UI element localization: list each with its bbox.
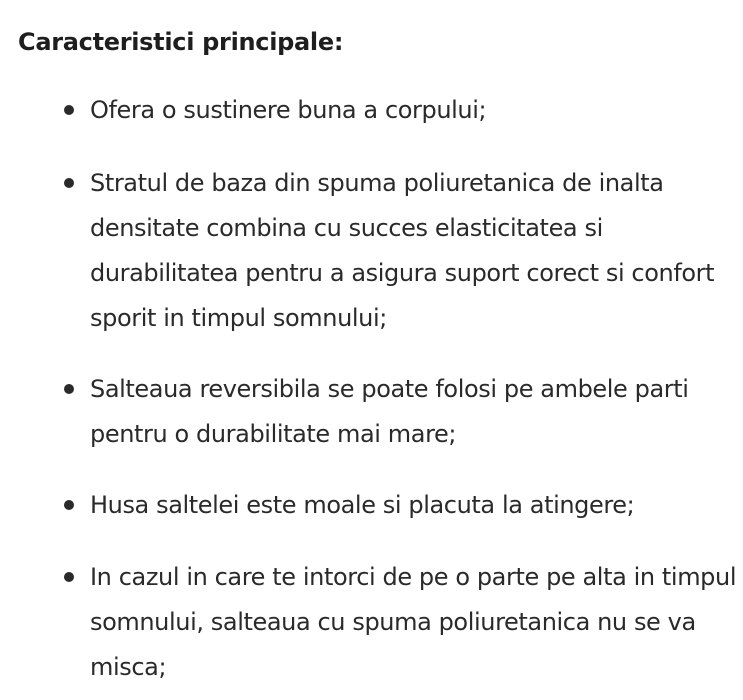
list-item bbox=[90, 161, 738, 341]
section-heading: Caracteristici principale: bbox=[18, 28, 344, 56]
list-item-text: Ofera o sustinere buna a corpului; bbox=[90, 96, 487, 124]
list-item bbox=[90, 555, 738, 690]
bullet-icon bbox=[64, 572, 74, 582]
bullet-icon bbox=[64, 105, 74, 115]
list-item-text: Husa saltelei este moale si placuta la atingere; bbox=[90, 491, 635, 519]
bullet-icon bbox=[64, 500, 74, 510]
list-item-text: In cazul in care te intorci de pe o parte pe alta in timpul somnului, salteaua cu spuma poliuretanica nu se va misca; bbox=[90, 563, 737, 681]
bullet-icon bbox=[64, 178, 74, 188]
list-item-text: Salteaua reversibila se poate folosi pe ambele parti pentru o durabilitate mai mare; bbox=[90, 375, 689, 448]
list-item bbox=[90, 483, 738, 528]
list-item-text: Stratul de baza din spuma poliuretanica de inalta densitate combina cu succes elasticitatea si durabilitatea pentru a asigura suport corect si confort sporit in timpul somnului; bbox=[90, 169, 715, 332]
bullet-icon bbox=[64, 384, 74, 394]
list-item bbox=[90, 88, 738, 133]
list-item bbox=[90, 367, 738, 457]
